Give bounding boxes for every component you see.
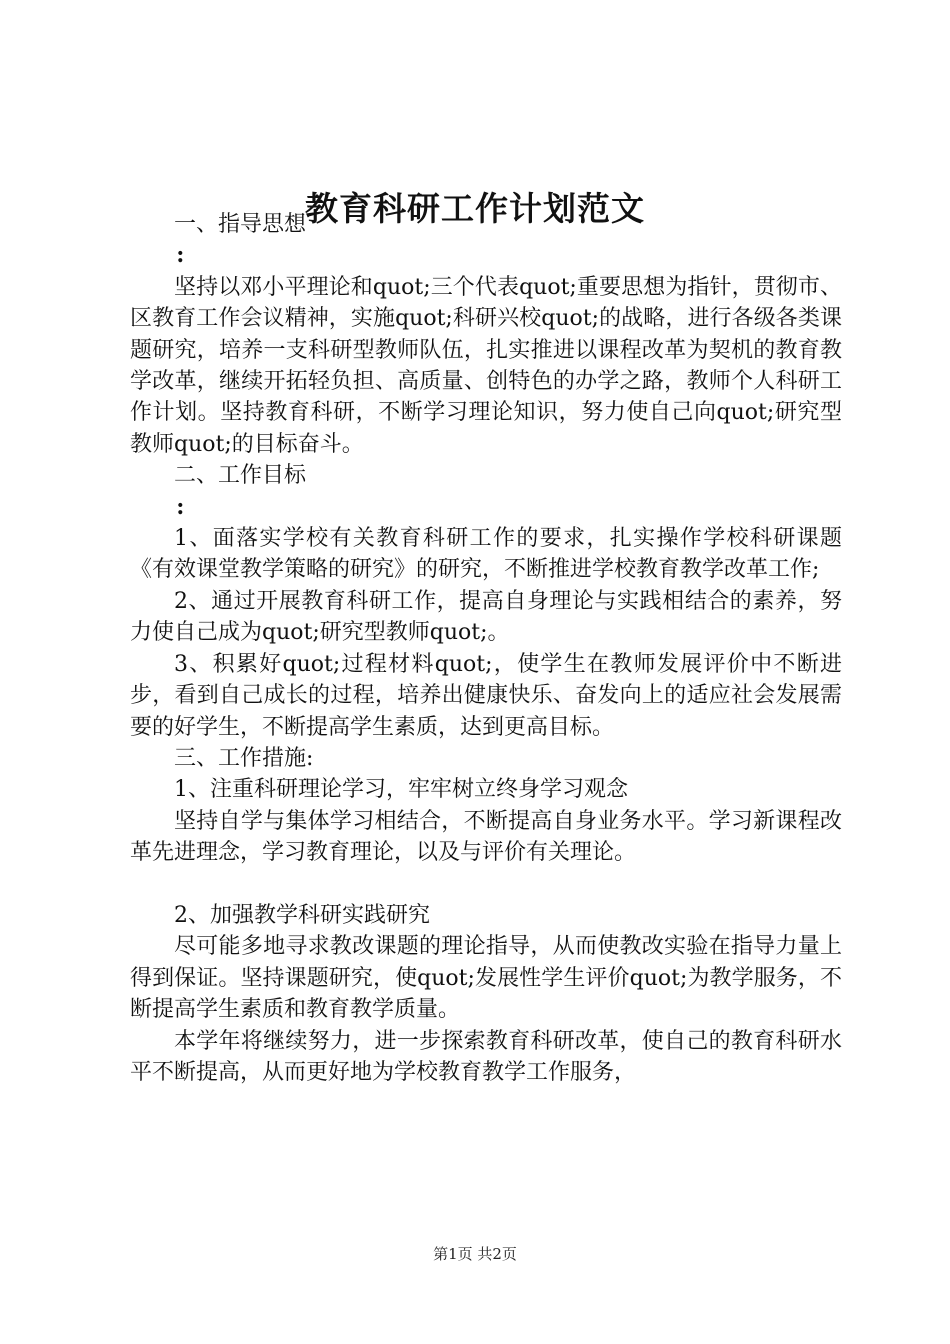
- goal-item-3: 3、积累好quot;过程材料quot;，使学生在教师发展评价中不断进步，看到自己成长的过程，培养出健康快乐、奋发向上的适应社会发展需要的好学生，不断提高学生素质，达到更高目标。: [130, 651, 842, 740]
- measure-heading-2: 2、加强教学科研实践研究: [174, 902, 430, 928]
- section-heading-guiding-thought: 一、指导思想: [174, 212, 307, 237]
- goal-item-2: 2、通过开展教育科研工作，提高自身理论与实践相结合的素养，努力使自己成为quot;研究型教师quot;。: [130, 588, 842, 646]
- colon-line: :: [176, 493, 185, 520]
- page-number-footer: 第1页 共2页: [433, 1245, 517, 1263]
- goal-item-1: 1、面落实学校有关教育科研工作的要求，扎实操作学校科研课题《有效课堂教学策略的研究》的研究，不断推进学校教育教学改革工作;: [130, 526, 842, 583]
- paragraph: 坚持以邓小平理论和quot;三个代表quot;重要思想为指针，贯彻市、区教育工作会议精神，实施quot;科研兴校quot;的战略，进行各级各类课题研究，培养一支科研型教师队伍，扎实推进以课程改革为契机的教育教学改革，继续开拓轻负担、高质量、创特色的办学之路，教师个人科研工作计划。坚持教育科研，不断学习理论知识，努力使自己向quot;研究型教师quot;的目标奋斗。: [130, 274, 842, 457]
- measure-heading-1: 1、注重科研理论学习，牢牢树立终身学习观念: [174, 777, 628, 803]
- document-body: [130, 209, 842, 1088]
- document-title: 教育科研工作计划范文: [305, 189, 645, 228]
- section-heading-work-measures: 三、工作措施:: [174, 745, 314, 771]
- section-heading-work-goals: 二、工作目标: [174, 463, 307, 489]
- blank-line: [130, 869, 842, 900]
- paragraph: 尽可能多地寻求教改课题的理论指导，从而使教改实验在指导力量上得到保证。坚持课题研究，使quot;发展性学生评价quot;为教学服务，不断提高学生素质和教育教学质量。: [130, 934, 842, 1023]
- paragraph: 本学年将继续努力，进一步探索教育科研改革，使自己的教育科研水平不断提高，从而更好地为学校教育教学工作服务，: [130, 1028, 842, 1085]
- colon-line: :: [176, 242, 185, 269]
- paragraph: 坚持自学与集体学习相结合，不断提高自身业务水平。学习新课程改革先进理念，学习教育理论，以及与评价有关理论。: [130, 808, 842, 866]
